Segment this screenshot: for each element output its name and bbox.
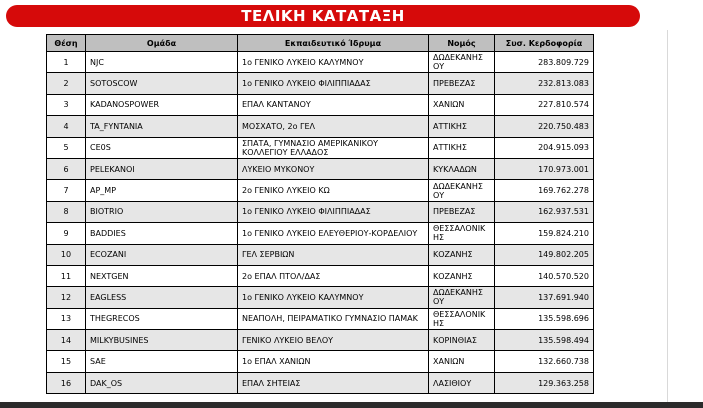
table-row [47, 265, 594, 286]
cell-team: KADANOSPOWER [86, 94, 238, 115]
cell-profit: 149.802.205 [495, 244, 594, 265]
cell-school: ΕΠΑΛ ΣΗΤΕΙΑΣ [238, 372, 429, 393]
header-rank: Θέση [47, 35, 86, 52]
cell-school: ΝΕΑΠΟΛΗ, ΠΕΙΡΑΜΑΤΙΚΟ ΓΥΜΝΑΣΙΟ ΠΑΜΑΚ [238, 308, 429, 329]
cell-team: CE0S [86, 137, 238, 158]
header-profit: Συσ. Κερδοφορία [495, 35, 594, 52]
table-row [47, 372, 594, 393]
cell-school: ΣΠΑΤΑ, ΓΥΜΝΑΣΙΟ ΑΜΕΡΙΚΑΝΙΚΟΥ ΚΟΛΛΕΓΙΟΥ ΕΛΛΑΔΟΣ [238, 137, 429, 158]
cell-school: ΕΠΑΛ ΚΑΝΤΑΝΟΥ [238, 94, 429, 115]
cell-prefecture: ΘΕΣΣΑΛΟΝΙΚ ΗΣ [429, 308, 495, 329]
cell-prefecture: ΔΩΔΕΚΑΝΗΣ ΟΥ [429, 180, 495, 201]
table-row [47, 223, 594, 244]
cell-rank: 3 [47, 94, 86, 115]
cell-profit: 170.973.001 [495, 158, 594, 179]
cell-school: ΓΕΛ ΣΕΡΒΙΩΝ [238, 244, 429, 265]
cell-rank: 7 [47, 180, 86, 201]
cell-team: BIOTRIO [86, 201, 238, 222]
cell-rank: 9 [47, 223, 86, 244]
cell-profit: 204.915.093 [495, 137, 594, 158]
cell-prefecture: ΧΑΝΙΩΝ [429, 94, 495, 115]
cell-profit: 132.660.738 [495, 351, 594, 372]
cell-profit: 135.598.696 [495, 308, 594, 329]
cell-rank: 16 [47, 372, 86, 393]
cell-school: 2ο ΕΠΑΛ ΠΤΟΛ/ΔΑΣ [238, 265, 429, 286]
cell-school: 1ο ΓΕΝΙΚΟ ΛΥΚΕΙΟ ΦΙΛΙΠΠΙΑΔΑΣ [238, 73, 429, 94]
cell-prefecture: ΚΥΚΛΑΔΩΝ [429, 158, 495, 179]
table-row [47, 201, 594, 222]
cell-rank: 15 [47, 351, 86, 372]
header-school: Εκπαιδευτικό Ίδρυμα [238, 35, 429, 52]
table-row [47, 94, 594, 115]
cell-prefecture: ΚΟΖΑΝΗΣ [429, 265, 495, 286]
cell-team: TA_FYNTANIA [86, 116, 238, 137]
cell-profit: 232.813.083 [495, 73, 594, 94]
header-team: Ομάδα [86, 35, 238, 52]
cell-school: ΜΟΣΧΑΤΟ, 2ο ΓΕΛ [238, 116, 429, 137]
cell-rank: 2 [47, 73, 86, 94]
cell-profit: 159.824.210 [495, 223, 594, 244]
table-row [47, 351, 594, 372]
cell-rank: 14 [47, 330, 86, 351]
table-row [47, 308, 594, 329]
cell-school: 1ο ΓΕΝΙΚΟ ΛΥΚΕΙΟ ΚΑΛΥΜΝΟΥ [238, 52, 429, 73]
cell-team: NEXTGEN [86, 265, 238, 286]
cell-team: ECOZANI [86, 244, 238, 265]
cell-profit: 220.750.483 [495, 116, 594, 137]
header-prefecture: Νομός [429, 35, 495, 52]
cell-school: ΛΥΚΕΙΟ ΜΥΚΟΝΟΥ [238, 158, 429, 179]
cell-rank: 11 [47, 265, 86, 286]
cell-school: 1ο ΓΕΝΙΚΟ ΛΥΚΕΙΟ ΚΑΛΥΜΝΟΥ [238, 287, 429, 308]
cell-school: 2ο ΓΕΝΙΚΟ ΛΥΚΕΙΟ ΚΩ [238, 180, 429, 201]
cell-profit: 135.598.494 [495, 330, 594, 351]
cell-profit: 162.937.531 [495, 201, 594, 222]
cell-prefecture: ΠΡΕΒΕΖΑΣ [429, 73, 495, 94]
cell-school: 1ο ΕΠΑΛ ΧΑΝΙΩΝ [238, 351, 429, 372]
cell-profit: 169.762.278 [495, 180, 594, 201]
cell-rank: 6 [47, 158, 86, 179]
cell-team: MILKYBUSINES [86, 330, 238, 351]
cell-rank: 5 [47, 137, 86, 158]
cell-rank: 1 [47, 52, 86, 73]
table-row [47, 180, 594, 201]
cell-profit: 283.809.729 [495, 52, 594, 73]
cell-prefecture: ΑΤΤΙΚΗΣ [429, 137, 495, 158]
cell-prefecture: ΠΡΕΒΕΖΑΣ [429, 201, 495, 222]
cell-prefecture: ΛΑΣΙΘΙΟΥ [429, 372, 495, 393]
cell-team: AP_MP [86, 180, 238, 201]
cell-profit: 140.570.520 [495, 265, 594, 286]
table-row [47, 137, 594, 158]
cell-school: ΓΕΝΙΚΟ ΛΥΚΕΙΟ ΒΕΛΟΥ [238, 330, 429, 351]
cell-prefecture: ΚΟΖΑΝΗΣ [429, 244, 495, 265]
cell-team: SAE [86, 351, 238, 372]
table-row [47, 244, 594, 265]
cell-school: 1ο ΓΕΝΙΚΟ ΛΥΚΕΙΟ ΕΛΕΥΘΕΡΙΟΥ-ΚΟΡΔΕΛΙΟΥ [238, 223, 429, 244]
page-edge-line [667, 30, 668, 402]
cell-rank: 4 [47, 116, 86, 137]
table-row [47, 73, 594, 94]
cell-team: BADDIES [86, 223, 238, 244]
table-row [47, 330, 594, 351]
cell-prefecture: ΚΟΡΙΝΘΙΑΣ [429, 330, 495, 351]
table-row [47, 158, 594, 179]
bottom-strip [0, 402, 703, 408]
cell-prefecture: ΘΕΣΣΑΛΟΝΙΚ ΗΣ [429, 223, 495, 244]
cell-rank: 10 [47, 244, 86, 265]
cell-rank: 13 [47, 308, 86, 329]
cell-team: PELEKANOI [86, 158, 238, 179]
table-row [47, 52, 594, 73]
cell-prefecture: ΧΑΝΙΩΝ [429, 351, 495, 372]
table-row [47, 287, 594, 308]
title-banner [6, 5, 640, 27]
table-row [47, 116, 594, 137]
cell-rank: 8 [47, 201, 86, 222]
table-header-row [47, 35, 594, 52]
cell-prefecture: ΑΤΤΙΚΗΣ [429, 116, 495, 137]
cell-team: THEGRECOS [86, 308, 238, 329]
cell-team: EAGLESS [86, 287, 238, 308]
cell-profit: 137.691.940 [495, 287, 594, 308]
cell-profit: 227.810.574 [495, 94, 594, 115]
cell-profit: 129.363.258 [495, 372, 594, 393]
cell-rank: 12 [47, 287, 86, 308]
cell-team: DAK_OS [86, 372, 238, 393]
cell-team: SOTOSCOW [86, 73, 238, 94]
cell-team: NJC [86, 52, 238, 73]
cell-prefecture: ΔΩΔΕΚΑΝΗΣ ΟΥ [429, 287, 495, 308]
cell-school: 1ο ΓΕΝΙΚΟ ΛΥΚΕΙΟ ΦΙΛΙΠΠΙΑΔΑΣ [238, 201, 429, 222]
page-title: ΤΕΛΙΚΗ ΚΑΤΑΤΑΞΗ [241, 7, 405, 25]
ranking-table [46, 34, 594, 394]
cell-prefecture: ΔΩΔΕΚΑΝΗΣ ΟΥ [429, 52, 495, 73]
